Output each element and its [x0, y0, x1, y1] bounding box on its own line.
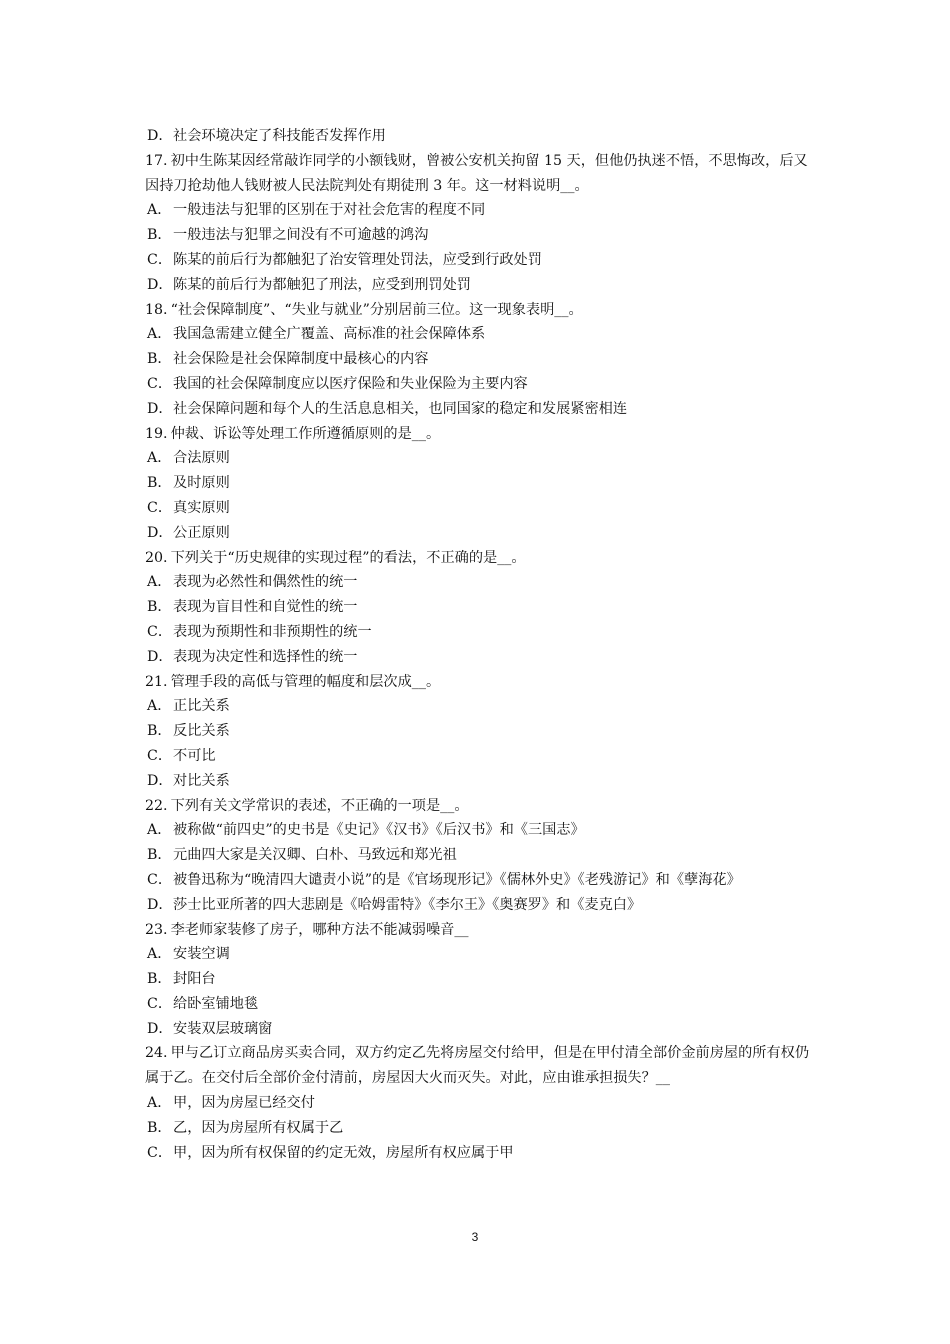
question-number: 23. — [145, 921, 168, 938]
question-stem-23 — [145, 918, 810, 943]
option-letter: A． — [147, 326, 172, 343]
option-letter: C． — [147, 499, 173, 516]
option-text: 及时原则 — [173, 475, 230, 492]
option-letter: B． — [147, 599, 172, 616]
question-number: 17. — [145, 152, 168, 169]
option-letter: D． — [147, 1020, 173, 1037]
option-text: 表现为预期性和非预期性的统一 — [173, 623, 372, 640]
option-letter: D． — [147, 648, 173, 665]
option-letter: A． — [147, 1095, 172, 1112]
question-text: 仲裁、诉讼等处理工作所遵循原则的是__。 — [170, 425, 441, 442]
option-letter: D． — [147, 128, 173, 144]
option-letter: A． — [147, 574, 172, 591]
question-text: “社会保障制度”、“失业与就业”分别居前三位。这一现象表明__。 — [170, 301, 583, 318]
option-letter: D． — [147, 276, 173, 293]
option-text: 社会保障问题和每个人的生活息息相关，也同国家的稳定和发展紧密相连 — [173, 400, 628, 417]
option-19-b — [145, 471, 810, 496]
option-letter: A． — [147, 202, 172, 219]
option-19-c — [145, 496, 810, 521]
option-24-b — [145, 1116, 810, 1141]
question-stem-17 — [145, 149, 810, 199]
option-letter: C． — [147, 871, 173, 888]
option-21-a — [145, 694, 810, 719]
question-text: 李老师家装修了房子，哪种方法不能减弱噪音__ — [170, 921, 469, 938]
option-22-c — [145, 868, 810, 893]
option-text: 莎士比亚所著的四大悲剧是《哈姆雷特》《李尔王》《奥赛罗》和《麦克白》 — [173, 896, 642, 913]
option-letter: D． — [147, 400, 173, 417]
option-letter: C． — [147, 623, 173, 640]
option-21-b — [145, 719, 810, 744]
option-text: 表现为必然性和偶然性的统一 — [173, 574, 358, 591]
option-letter: B． — [147, 1119, 172, 1136]
option-text: 安装空调 — [173, 946, 230, 963]
option-18-b — [145, 347, 810, 372]
option-22-b — [145, 843, 810, 868]
option-21-c — [145, 744, 810, 769]
option-text: 封阳台 — [173, 971, 216, 988]
question-number: 20. — [145, 549, 168, 566]
option-letter: B． — [147, 847, 172, 864]
question-text: 甲与乙订立商品房买卖合同，双方约定乙先将房屋交付给甲，但是在甲付清全部价金前房屋的所有权仍属于乙。在交付后全部价金付清前，房屋因大火而灭失。对此，应由谁承担损失？__ — [145, 1045, 810, 1087]
option-letter: A． — [147, 698, 172, 715]
question-stem-20 — [145, 546, 810, 571]
option-19-d — [145, 521, 810, 546]
option-20-c — [145, 620, 810, 645]
option-letter: C． — [147, 251, 173, 268]
option-22-d — [145, 893, 810, 918]
question-number: 21. — [145, 673, 168, 690]
option-text: 甲，因为房屋已经交付 — [173, 1095, 315, 1112]
option-17-c — [145, 248, 810, 273]
option-letter: A． — [147, 450, 172, 467]
question-text: 初中生陈某因经常敲诈同学的小额钱财，曾被公安机关拘留 15 天，但他仍执迷不悟，不思悔改，后又因持刀抢劫他人钱财被人民法院判处有期徒刑 3 年。这一材料说明__。 — [145, 152, 808, 194]
question-number: 19. — [145, 425, 168, 442]
option-17-a — [145, 198, 810, 223]
option-19-a — [145, 446, 810, 471]
option-text: 陈某的前后行为都触犯了治安管理处罚法，应受到行政处罚 — [173, 251, 542, 268]
option-text: 正比关系 — [173, 698, 230, 715]
question-text: 管理手段的高低与管理的幅度和层次成__。 — [170, 673, 441, 690]
question-stem-24 — [145, 1041, 810, 1091]
option-23-a — [145, 942, 810, 967]
continued-option — [145, 124, 810, 149]
question-stem-18 — [145, 298, 810, 323]
option-text: 安装双层玻璃窗 — [173, 1020, 273, 1037]
option-18-d — [145, 397, 810, 422]
question-stem-21 — [145, 670, 810, 695]
question-text: 下列关于“历史规律的实现过程”的看法，不正确的是__。 — [170, 549, 526, 566]
question-number: 18. — [145, 301, 168, 318]
option-text: 表现为决定性和选择性的统一 — [173, 648, 358, 665]
option-text: 陈某的前后行为都触犯了刑法，应受到刑罚处罚 — [173, 276, 471, 293]
question-number: 24. — [145, 1045, 168, 1062]
option-23-b — [145, 967, 810, 992]
option-letter: B． — [147, 227, 172, 244]
option-letter: B． — [147, 351, 172, 368]
option-letter: C． — [147, 1144, 173, 1161]
option-text: 对比关系 — [173, 772, 230, 789]
option-letter: D． — [147, 896, 173, 913]
question-stem-22 — [145, 794, 810, 819]
option-22-a — [145, 818, 810, 843]
question-text: 下列有关文学常识的表述，不正确的一项是__。 — [170, 797, 469, 814]
option-20-d — [145, 645, 810, 670]
option-text: 我国急需建立健全广覆盖、高标准的社会保障体系 — [173, 326, 486, 343]
option-text: 社会环境决定了科技能否发挥作用 — [173, 128, 386, 144]
option-letter: C． — [147, 375, 173, 392]
page-number: 3 — [471, 1230, 479, 1244]
option-24-a — [145, 1091, 810, 1116]
option-text: 元曲四大家是关汉卿、白朴、马致远和郑光祖 — [173, 847, 457, 864]
option-text: 公正原则 — [173, 524, 230, 541]
option-20-a — [145, 570, 810, 595]
option-20-b — [145, 595, 810, 620]
option-text: 被鲁迅称为“晚清四大谴责小说”的是《官场现形记》《儒林外史》《老残游记》和《孽海花》 — [173, 871, 741, 888]
option-text: 甲，因为所有权保留的约定无效，房屋所有权应属于甲 — [173, 1144, 514, 1161]
option-17-b — [145, 223, 810, 248]
option-text: 合法原则 — [173, 450, 230, 467]
option-text: 社会保险是社会保障制度中最核心的内容 — [173, 351, 429, 368]
question-stem-19 — [145, 422, 810, 447]
option-letter: D． — [147, 524, 173, 541]
option-text: 不可比 — [173, 747, 216, 764]
option-text: 一般违法与犯罪的区别在于对社会危害的程度不同 — [173, 202, 486, 219]
option-letter: D． — [147, 772, 173, 789]
document-body — [145, 124, 810, 1165]
option-letter: C． — [147, 995, 173, 1012]
option-text: 我国的社会保障制度应以医疗保险和失业保险为主要内容 — [173, 375, 528, 392]
option-letter: B． — [147, 475, 172, 492]
option-text: 表现为盲目性和自觉性的统一 — [173, 599, 358, 616]
option-letter: C． — [147, 747, 173, 764]
option-letter: A． — [147, 946, 172, 963]
option-21-d — [145, 769, 810, 794]
option-text: 真实原则 — [173, 499, 230, 516]
option-17-d — [145, 273, 810, 298]
option-24-c — [145, 1141, 810, 1166]
option-23-d — [145, 1017, 810, 1042]
option-text: 乙，因为房屋所有权属于乙 — [173, 1119, 344, 1136]
option-text: 被称做“前四史”的史书是《史记》《汉书》《后汉书》和《三国志》 — [173, 822, 585, 839]
question-number: 22. — [145, 797, 168, 814]
option-letter: B． — [147, 971, 172, 988]
option-18-a — [145, 322, 810, 347]
option-23-c — [145, 992, 810, 1017]
option-text: 反比关系 — [173, 723, 230, 740]
option-18-c — [145, 372, 810, 397]
option-letter: A． — [147, 822, 172, 839]
option-text: 给卧室铺地毯 — [173, 995, 259, 1012]
option-letter: B． — [147, 723, 172, 740]
option-text: 一般违法与犯罪之间没有不可逾越的鸿沟 — [173, 227, 429, 244]
